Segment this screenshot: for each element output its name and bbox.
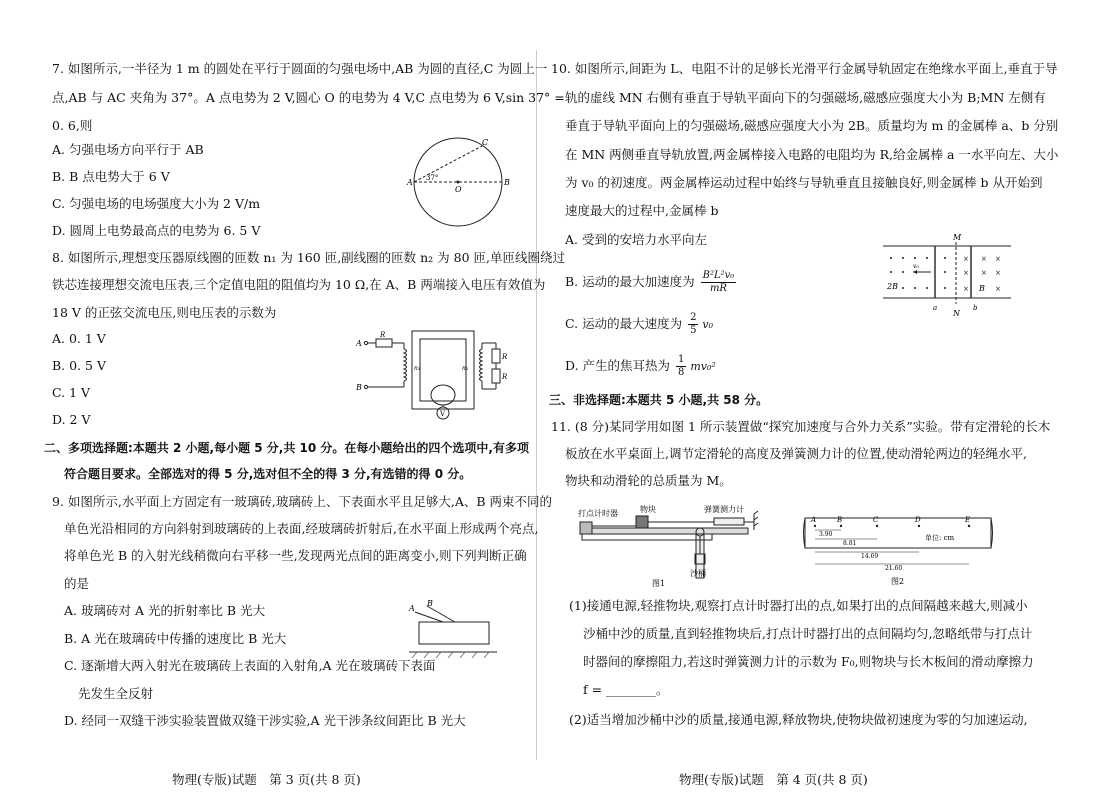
q10-label-rod-b: b [973, 304, 978, 312]
q10-stem-line3: 垂直于导轨平面向上的匀强磁场,磁感应强度大小为 2B。质量均为 m 的金属棒 a、b 分别 [565, 118, 1059, 133]
q9-stem-line3: 将单色光 B 的入射光线稍微向右平移一些,发现两光点间的距离变小,则下列判断正确 [64, 548, 527, 563]
svg-text:×: × [963, 269, 969, 277]
svg-text:×: × [963, 285, 969, 293]
q11-distance-ab: 3.90 [819, 531, 833, 538]
q10-stem-line2: 轨的虚线 MN 右侧有垂直于导轨平面向下的匀强磁场,磁感应强度大小为 B;MN 左侧有 [565, 90, 1046, 105]
left-page-footer: 物理(专版)试题 第 3 页(共 8 页) [172, 772, 361, 787]
q7-option-a[interactable]: A. 匀强电场方向平行于 AB [52, 142, 204, 157]
q11-figure-2-tape [801, 512, 996, 588]
q10-label-2b: 2B [887, 282, 898, 291]
q11-point-d: D [915, 516, 921, 524]
q7-label-a: A [407, 178, 413, 187]
q9-option-b[interactable]: B. A 光在玻璃砖中传播的速度比 B 光大 [64, 631, 287, 646]
q7-circle-figure [404, 134, 514, 234]
q10-option-b-text: B. 运动的最大加速度为 [565, 274, 695, 289]
svg-text:×: × [995, 285, 1001, 293]
q8-stem-line2: 铁芯连接理想交流电压表,三个定值电阻的阻值均为 10 Ω,在 A、B 两端接入电压有效值为 [52, 277, 546, 292]
q8-label-b: B [356, 383, 362, 392]
q10-option-d-unit: mv₀² [690, 360, 716, 373]
q7-label-o: O [455, 185, 462, 194]
right-page-footer: 物理(专版)试题 第 4 页(共 8 页) [679, 772, 868, 787]
q10-option-d-text: D. 产生的焦耳热为 [565, 358, 671, 373]
q9-option-a[interactable]: A. 玻璃砖对 A 光的折射率比 B 光大 [64, 603, 266, 618]
q7-angle-label: 37° [426, 174, 439, 182]
q10-option-b-fraction [701, 270, 737, 295]
q11-stem-line1: 11. (8 分)某同学用如图 1 所示装置做“探究加速度与合外力关系”实验。带有定滑轮的长木 [551, 419, 1051, 434]
q9-stem-line1: 9. 如图所示,水平面上方固定有一玻璃砖,玻璃砖上、下表面水平且足够大,A、B 两束不同的 [52, 494, 553, 509]
q10-option-c[interactable] [565, 312, 713, 337]
q11-point-e: E [965, 516, 971, 524]
q8-label-r1: R [380, 331, 386, 339]
q11-timer-label: 打点计时器 [578, 509, 618, 518]
q10-stem-line5: 为 v₀ 的初速度。两金属棒运动过程中始终与导轨垂直且接触良好,则金属棒 b 从开始到 [565, 175, 1043, 190]
q8-transformer-figure [352, 327, 507, 422]
q9-option-d[interactable]: D. 经同一双缝干涉实验装置做双缝干涉实验,A 光干涉条纹间距比 B 光大 [64, 713, 466, 728]
q8-option-b[interactable]: B. 0. 5 V [52, 358, 106, 373]
q9-option-c-line1[interactable]: C. 逐渐增大两入射光在玻璃砖上表面的入射角,A 光在玻璃砖下表面 [64, 658, 436, 673]
svg-text:×: × [981, 255, 987, 263]
q10-option-c-fraction [688, 312, 698, 337]
q10-label-m: M [953, 233, 962, 242]
q8-label-n2: n₂ [462, 365, 469, 372]
q11-distance-ac: 8.81 [843, 540, 857, 547]
q10-label-n: N [953, 309, 960, 317]
q10-label-rod-a: a [933, 304, 938, 312]
q7-stem-line3: 0. 6,则 [52, 118, 93, 133]
q10-option-c-denominator: 5 [690, 325, 697, 336]
q10-label-v0: v₀ [913, 263, 919, 270]
q9-option-c-line2[interactable]: 先发生全反射 [78, 686, 154, 701]
svg-text:×: × [995, 269, 1001, 277]
q8-stem-line3: 18 V 的正弦交流电压,则电压表的示数为 [52, 305, 277, 320]
q11-figure-1-apparatus [576, 500, 796, 588]
q11-stem-line3: 物块和动滑轮的总质量为 M。 [565, 473, 732, 488]
q11-distance-ae: 21.60 [885, 565, 903, 572]
q11-point-b: B [837, 516, 843, 524]
q8-option-a[interactable]: A. 0. 1 V [52, 331, 106, 346]
q10-option-d-fraction [676, 354, 686, 379]
svg-text:×: × [981, 269, 987, 277]
q9-glass-figure [407, 598, 502, 658]
svg-text:×: × [963, 255, 969, 263]
q8-label-a: A [356, 339, 362, 348]
q10-stem-line6: 速度最大的过程中,金属棒 b [565, 203, 719, 218]
q10-option-c-text: C. 运动的最大速度为 [565, 316, 683, 331]
q8-label-r2: R [502, 353, 507, 361]
q11-distance-ad: 14.69 [861, 553, 879, 560]
q7-label-b: B [504, 178, 510, 187]
q11-part1-line1: (1)接通电源,轻推物块,观察打点计时器打出的点,如果打出的点间隔越来越大,则减小 [569, 598, 1028, 613]
q7-option-b[interactable]: B. B 点电势大于 6 V [52, 169, 170, 184]
q10-rails-figure [883, 232, 1013, 317]
q8-label-n1: n₁ [414, 365, 421, 372]
q8-option-d[interactable]: D. 2 V [52, 412, 91, 427]
q9-stem-line4: 的是 [64, 576, 90, 591]
q10-stem-line1: 10. 如图所示,间距为 L、电阻不计的足够长光滑平行金属导轨固定在绝缘水平面上,垂直于导 [551, 61, 1058, 76]
q8-label-r3: R [502, 373, 507, 381]
q11-part1-line2: 沙桶中沙的质量,直到轻推物块后,打点计时器打出的点间隔均匀,忽略纸带与打点计 [583, 626, 1033, 641]
q7-option-c[interactable]: C. 匀强电场的电场强度大小为 2 V/m [52, 196, 261, 211]
q10-option-d-denominator: 8 [678, 367, 685, 378]
q9-label-a: A [409, 604, 415, 613]
q11-figure-2-caption: 图2 [891, 577, 905, 586]
q10-option-a[interactable]: A. 受到的安培力水平向左 [565, 232, 707, 247]
q11-part2-line1: (2)适当增加沙桶中沙的质量,接通电源,释放物块,使物块做初速度为零的匀加速运动, [569, 712, 1028, 727]
page-divider [536, 50, 537, 760]
q11-figure-1-caption: 图1 [652, 579, 666, 588]
section-3-heading: 三、非选择题:本题共 5 小题,共 58 分。 [549, 393, 769, 407]
q7-option-d[interactable]: D. 圆周上电势最高点的电势为 6. 5 V [52, 223, 261, 238]
q7-stem-line2: 点,AB 与 AC 夹角为 37°。A 点电势为 2 V,圆心 O 的电势为 4 V,C 点电势为 6 V,sin 37° = [52, 90, 565, 105]
q8-voltmeter-label: V [440, 410, 446, 418]
q7-stem-line1: 7. 如图所示,一半径为 1 m 的圆处在平行于圆面的匀强电场中,AB 为圆的直径,C 为圆上一 [52, 61, 548, 76]
q11-block-label: 物块 [640, 505, 656, 514]
q11-spring-label: 弹簧测力计 [704, 505, 744, 514]
q11-stem-line2: 板放在水平桌面上,调节定滑轮的高度及弹簧测力计的位置,使动滑轮两边的轻绳水平, [565, 446, 1027, 461]
q11-part1-line3: 时器间的摩擦阻力,若这时弹簧测力计的示数为 F₀,则物块与长木板间的滑动摩擦力 [583, 654, 1034, 669]
q10-option-c-unit: v₀ [702, 318, 714, 331]
q8-option-c[interactable]: C. 1 V [52, 385, 91, 400]
svg-text:×: × [995, 255, 1001, 263]
q11-bucket-label: 沙桶 [690, 569, 706, 578]
q11-point-c: C [873, 516, 879, 524]
q10-option-d[interactable] [565, 354, 716, 379]
q10-option-b[interactable] [565, 270, 736, 295]
q9-stem-line2: 单色光沿相同的方向斜射到玻璃砖的上表面,经玻璃砖折射后,在水平面上形成两个亮点, [64, 521, 539, 536]
q11-unit-label: 单位: cm [925, 534, 955, 542]
q10-option-b-denominator: mR [709, 283, 727, 294]
q7-label-c: C [482, 138, 489, 147]
q11-part1-answer-blank[interactable]: f = ________。 [583, 682, 669, 697]
section-2-line1: 二、多项选择题:本题共 2 小题,每小题 5 分,共 10 分。在每小题给出的四个选项中,有多项 [44, 441, 529, 455]
q10-stem-line4: 在 MN 两侧垂直导轨放置,两金属棒接入电路的电阻均为 R,给金属棒 a 一水平向左、大小 [565, 147, 1059, 162]
q8-stem-line1: 8. 如图所示,理想变压器原线圈的匝数 n₁ 为 160 匝,副线圈的匝数 n₂ 为 80 匝,单匝线圈绕过 [52, 250, 565, 265]
q11-point-a: A [811, 516, 817, 524]
q10-option-b-numerator: B²L²v₀ [702, 270, 735, 281]
q10-option-c-numerator: 2 [690, 312, 697, 323]
q9-label-b: B [427, 599, 433, 608]
section-2-line2: 符合题目要求。全部选对的得 5 分,选对但不全的得 3 分,有选错的得 0 分。 [64, 467, 472, 481]
q10-option-d-numerator: 1 [678, 354, 685, 365]
q10-label-b-field: B [979, 284, 985, 293]
